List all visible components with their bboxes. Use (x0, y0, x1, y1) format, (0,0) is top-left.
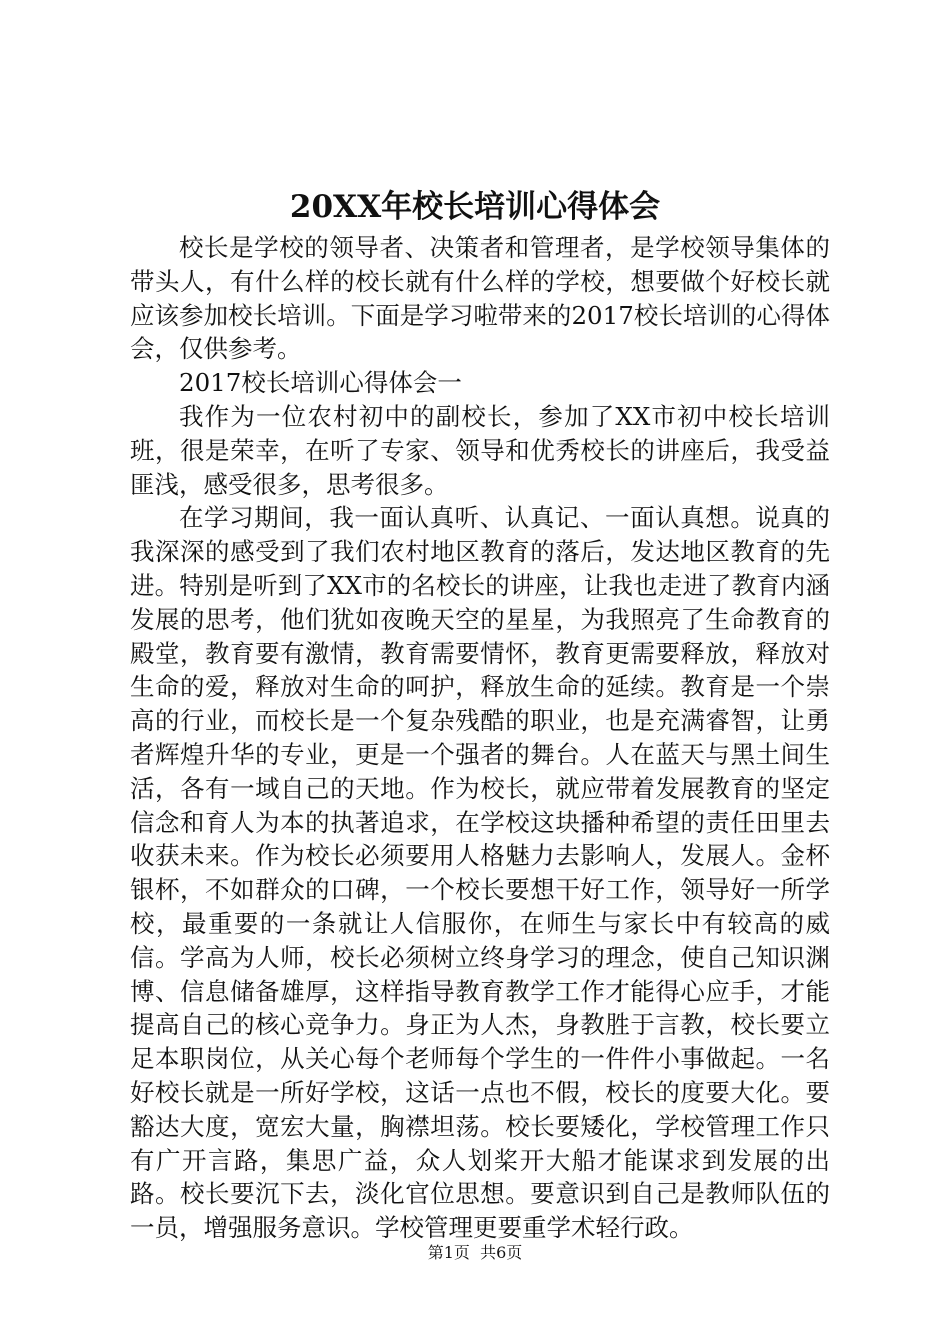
document-body (130, 231, 830, 1245)
body-paragraph: 我作为一位农村初中的副校长，参加了XX市初中校长培训班，很是荣幸，在听了专家、领导和优秀校长的讲座后，我受益匪浅，感受很多，思考很多。 (130, 401, 830, 499)
document-title: 20XX年校长培训心得体会 (289, 189, 661, 225)
body-paragraph: 在学习期间，我一面认真听、认真记、一面认真想。说真的我深深的感受到了我们农村地区教育的落后，发达地区教育的先进。特别是听到了XX市的名校长的讲座，让我也走进了教育内涵发展的思考，他们犹如夜晚天空的星星，为我照亮了生命教育的殿堂，教育要有激情，教育需要情怀，教育更需要释放，释放对生命的爱，释放对生命的呵护，释放生命的延续。教育是一个崇高的行业，而校长是一个复杂残酷的职业，也是充满睿智，让勇者辉煌升华的专业，更是一个强者的舞台。人在蓝天与黑土间生活，各有一域自己的天地。作为校长，就应带着发展教育的坚定信念和育人为本的执著追求，在学校这块播种希望的责任田里去收获未来。作为校长必须要用人格魅力去影响人，发展人。金杯银杯，不如群众的口碑，一个校长要想干好工作，领导好一所学校，最重要的一条就让人信服你，在师生与家长中有较高的威信。学高为人师，校长必须树立终身学习的理念，使自己知识渊博、信息储备雄厚，这样指导教育教学工作才能得心应手，才能提高自己的核心竞争力。身正为人杰，身教胜于言教，校长要立足本职岗位，从关心每个老师每个学生的一件件小事做起。一名好校长就是一所好学校，这话一点也不假，校长的度要大化。要豁达大度，宽宏大量，胸襟坦荡。校长要矮化，学校管理工作只有广开言路，集思广益，众人划桨开大船才能谋求到发展的出路。校长要沉下去，淡化官位思想。要意识到自己是教师队伍的一员，增强服务意识。学校管理更要重学术轻行政。 (130, 503, 830, 1243)
page-footer (0, 1241, 950, 1265)
section-heading: 2017校长培训心得体会一 (179, 368, 462, 398)
intro-paragraph: 校长是学校的领导者、决策者和管理者，是学校领导集体的带头人，有什么样的校长就有什么样的学校，想要做个好校长就应该参加校长培训。下面是学习啦带来的2017校长培训的心得体会，仅供参考。 (130, 233, 830, 364)
page-number: 第1页 (427, 1243, 470, 1262)
page-total: 共6页 (480, 1243, 523, 1262)
